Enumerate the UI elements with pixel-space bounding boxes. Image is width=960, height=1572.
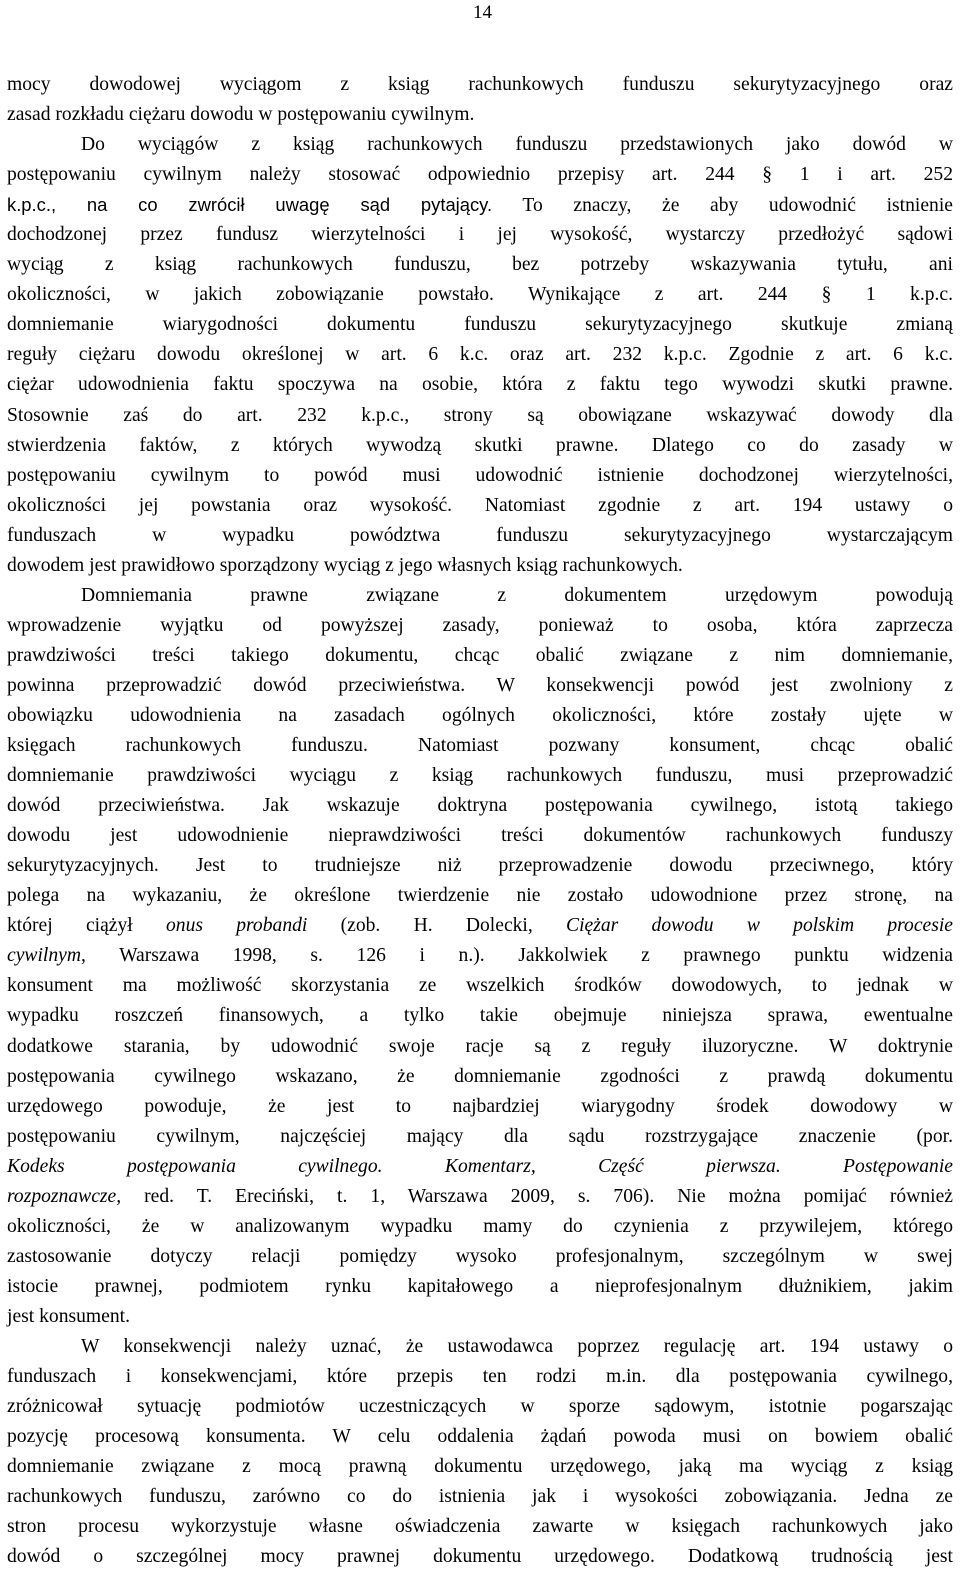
text-line: [7, 941, 953, 971]
text-line: pozycję procesową konsumenta. W celu oddalenia żądań powoda musi on bowiem obalić: [7, 1426, 953, 1448]
text-line: księgach rachunkowych funduszu. Natomiast pozwany konsument, chcąc obalić: [7, 735, 953, 757]
text-line: postępowania cywilnego wskazano, że domniemanie zgodności z prawdą dokumentu: [7, 1065, 953, 1087]
text-line: [7, 1152, 953, 1182]
text-line: [7, 911, 953, 941]
text-line: reguły ciężaru dowodu określonej w art. 6 k.c. oraz art. 232 k.p.c. Zgodnie z art. 6 k.c.: [7, 344, 953, 366]
text-line: polega na wykazaniu, że określone twierdzenie nie zostało udowodnione przez stronę, na: [7, 885, 953, 907]
text-segment-italic: onus probandi: [165, 915, 308, 937]
text-line: postępowaniu cywilnym to powód musi udowodnić istnienie dochodzonej wierzytelności,: [7, 464, 953, 486]
text-line: domniemanie prawdziwości wyciągu z ksiąg rachunkowych funduszu, musi przeprowadzić: [7, 765, 953, 787]
text-line: postępowaniu cywilnym, najczęściej mający dla sądu rozstrzygające znaczenie (por.: [7, 1125, 953, 1147]
text-segment-italic: cywilnym: [7, 945, 81, 967]
text-segment: k.p.c., na co zwrócił uwagę sąd pytający.: [7, 194, 493, 216]
text-line: wprowadzenie wyjątku od powyższej zasady, ponieważ to osoba, która zaprzecza: [7, 614, 953, 636]
text-segment: której ciążył: [7, 915, 166, 937]
text-line: Do wyciągów z ksiąg rachunkowych funduszu przedstawionych jako dowód w: [81, 134, 953, 156]
text-line: [7, 280, 953, 310]
text-segment: , Warszawa 1998, s. 126 i n.). Jakkolwiek z prawnego punktu widzenia: [81, 945, 953, 967]
text-line: stwierdzenia faktów, z których wywodzą skutki prawne. Dlatego co do zasady w: [7, 434, 953, 456]
text-line: dowodu jest udowodnienie nieprawdziwości treści dokumentów rachunkowych funduszy: [7, 825, 953, 847]
text-line: konsument ma możliwość skorzystania ze wszelkich środków dowodowych, to jednak w: [7, 975, 953, 997]
text-line: ciężar udowodnienia faktu spoczywa na osobie, która z faktu tego wywodzi skutki prawne.: [7, 374, 953, 396]
document-body: [7, 70, 953, 1572]
text-segment: (zob. H. Dolecki,: [307, 915, 567, 937]
text-line: funduszach w wypadku powództwa funduszu sekurytyzacyjnego wystarczającym: [7, 524, 953, 546]
text-line: zróżnicował sytuację podmiotów uczestniczących w sporze sądowym, istotnie pogarszając: [7, 1396, 953, 1418]
text-segment-italic: Kodeks postępowania cywilnego. Komentarz, Część pierwsza. Postępowanie: [7, 1155, 953, 1177]
text-segment: red. T. Ereciński, t. 1, Warszawa 2009, s. 706). Nie można pomijać również: [121, 1185, 953, 1207]
text-line: jest konsument.: [7, 1305, 130, 1327]
text-line: wyciąg z ksiąg rachunkowych funduszu, bez potrzeby wskazywania tytułu, ani: [7, 254, 953, 276]
text-segment-italic: rozpoznawcze,: [7, 1185, 122, 1207]
text-line: Stosownie zaś do art. 232 k.p.c., strony są obowiązane wskazywać dowody dla: [7, 404, 953, 426]
text-line: obowiązku udowodnienia na zasadach ogólnych okoliczności, które zostały ujęte w: [7, 704, 953, 726]
text-line: [7, 1182, 953, 1212]
text-line: zasad rozkładu ciężaru dowodu w postępowaniu cywilnym.: [7, 104, 475, 126]
text-line: wypadku roszczeń finansowych, a tylko takie obejmuje niniejsza sprawa, ewentualne: [7, 1005, 953, 1027]
text-line: funduszach i konsekwencjami, które przepis ten rodzi m.in. dla postępowania cywilnego,: [7, 1366, 953, 1388]
text-line: prawdziwości treści takiego dokumentu, chcąc obalić związane z nim domniemanie,: [7, 644, 953, 666]
text-line: W konsekwencji należy uznać, że ustawodawca poprzez regulację art. 194 ustawy o: [81, 1335, 953, 1357]
text-line: dowód o szczególnej mocy prawnej dokumentu urzędowego. Dodatkową trudnością jest: [7, 1546, 953, 1568]
text-segment-italic: Ciężar dowodu w polskim procesie: [566, 915, 953, 937]
text-line: dowodem jest prawidłowo sporządzony wyciąg z jego własnych ksiąg rachunkowych.: [7, 554, 683, 576]
page-number: 14: [473, 2, 492, 23]
text-line: okoliczności jej powstania oraz wysokość. Natomiast zgodnie z art. 194 ustawy o: [7, 494, 953, 516]
text-line: zastosowanie dotyczy relacji pomiędzy wysoko profesjonalnym, szczególnym w swej: [7, 1245, 953, 1267]
text-line: dodatkowe starania, by udowodnić swoje racje są z reguły iluzoryczne. W doktrynie: [7, 1035, 953, 1057]
text-segment: okoliczności, w jakich zobowiązanie powstało.: [7, 284, 494, 306]
text-line: istocie prawnej, podmiotem rynku kapitałowego a nieprofesjonalnym dłużnikiem, jakim: [7, 1275, 953, 1297]
text-line: urzędowego powoduje, że jest to najbardziej wiarygodny środek dowodowy w: [7, 1095, 953, 1117]
text-line: sekurytyzacyjnych. Jest to trudniejsze niż przeprowadzenie dowodu przeciwnego, który: [7, 855, 953, 877]
text-segment: To znaczy, że aby udowodnić istnienie: [522, 195, 953, 217]
text-segment: Wynikające z art. 244 § 1 k.p.c.: [527, 284, 954, 306]
text-line: dowód przeciwieństwa. Jak wskazuje doktryna postępowania cywilnego, istotą takiego: [7, 795, 953, 817]
text-line: [7, 190, 953, 220]
text-line: okoliczności, że w analizowanym wypadku mamy do czynienia z przywilejem, którego: [7, 1215, 953, 1237]
text-line: domniemanie związane z mocą prawną dokumentu urzędowego, jaką ma wyciąg z ksiąg: [7, 1456, 953, 1478]
text-line: powinna przeprowadzić dowód przeciwieństwa. W konsekwencji powód jest zwolniony z: [7, 674, 953, 696]
text-line: dochodzonej przez fundusz wierzytelności i jej wysokość, wystarczy przedłożyć sądowi: [7, 224, 953, 246]
text-line: rachunkowych funduszu, zarówno co do istnienia jak i wysokości zobowiązania. Jedna ze: [7, 1486, 953, 1508]
text-line: stron procesu wykorzystuje własne oświadczenia zawarte w księgach rachunkowych jako: [7, 1516, 953, 1538]
text-line: postępowaniu cywilnym należy stosować odpowiednio przepisy art. 244 § 1 i art. 252: [7, 164, 953, 186]
text-line: Domniemania prawne związane z dokumentem urzędowym powodują: [81, 584, 953, 606]
text-line: domniemanie wiarygodności dokumentu funduszu sekurytyzacyjnego skutkuje zmianą: [7, 314, 953, 336]
text-line: mocy dowodowej wyciągom z ksiąg rachunkowych funduszu sekurytyzacyjnego oraz: [7, 74, 953, 95]
